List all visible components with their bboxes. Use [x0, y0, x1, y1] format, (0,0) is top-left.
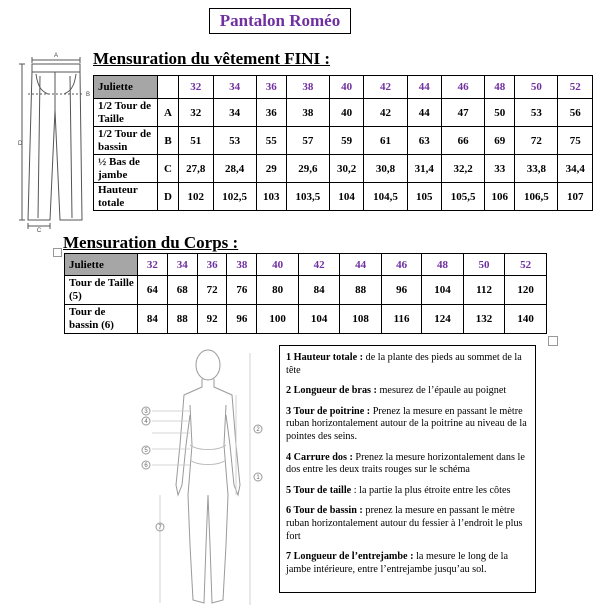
legend-item-text: Prenez la mesure horizontalement dans le dos entre les deux traits rouges sur le schéma: [286, 451, 525, 476]
marker-7: 7: [158, 525, 162, 531]
table-move-handle[interactable]: [53, 248, 62, 257]
marker-4: 4: [144, 419, 148, 425]
size-header: 50: [463, 254, 505, 276]
table-cell: 100: [257, 305, 299, 334]
size-header: 36: [197, 254, 227, 276]
table-cell: 105: [407, 183, 442, 211]
section-heading-fini: Mensuration du vêtement FINI :: [93, 49, 331, 68]
section-heading-corps: Mensuration du Corps :: [63, 233, 239, 252]
size-header: 32: [179, 76, 214, 99]
table-cell: 75: [558, 127, 593, 155]
table-cell: 72: [515, 127, 558, 155]
legend-item-title: 4 Carrure dos :: [286, 451, 353, 463]
legend-item: [286, 551, 529, 576]
table-cell: 104,5: [364, 183, 407, 211]
legend-item: [286, 352, 529, 377]
table-cell: 55: [256, 127, 286, 155]
body-size-table: [64, 253, 547, 334]
table-resize-handle[interactable]: [548, 336, 558, 346]
legend-item: [286, 452, 529, 477]
table-cell: 102,5: [213, 183, 256, 211]
page-title: Pantalon Roméo: [209, 8, 351, 34]
marker-1: 1: [256, 475, 260, 481]
size-header: 44: [340, 254, 382, 276]
row-label: Tour de Taille (5): [65, 276, 138, 305]
table-cell: 40: [329, 99, 364, 127]
legend-item-title: 6 Tour de bassin :: [286, 505, 363, 517]
table-header-row: [65, 254, 547, 276]
row-letter: D: [158, 183, 179, 211]
table-cell: 36: [256, 99, 286, 127]
size-header: 46: [381, 254, 421, 276]
table-cell: 124: [422, 305, 464, 334]
marker-3: 3: [144, 409, 148, 415]
table-cell: 104: [298, 305, 340, 334]
table-cell: 27,8: [179, 155, 214, 183]
table-cell: 42: [364, 99, 407, 127]
table-cell: 103,5: [286, 183, 329, 211]
table-row: [94, 99, 593, 127]
table-cell: 51: [179, 127, 214, 155]
table-cell: 68: [167, 276, 197, 305]
table-cell: 84: [298, 276, 340, 305]
table-cell: 53: [515, 99, 558, 127]
table-cell: 34,4: [558, 155, 593, 183]
table-cell: 50: [485, 99, 515, 127]
table-cell: 44: [407, 99, 442, 127]
marker-5: 5: [144, 448, 148, 454]
legend-item: [286, 485, 529, 498]
table-cell: 116: [381, 305, 421, 334]
table-cell: 140: [505, 305, 547, 334]
table-cell: 80: [257, 276, 299, 305]
table-cell: 33: [485, 155, 515, 183]
size-header: 32: [138, 254, 168, 276]
legend-item-title: 5 Tour de taille: [286, 484, 352, 496]
table-cell: 29: [256, 155, 286, 183]
table-cell: 33,8: [515, 155, 558, 183]
table-cell: 63: [407, 127, 442, 155]
row-label: 1/2 Tour de bassin: [94, 127, 158, 155]
table-cell: 57: [286, 127, 329, 155]
table-cell: 106,5: [515, 183, 558, 211]
size-header: 44: [407, 76, 442, 99]
size-header: 42: [298, 254, 340, 276]
table-cell: 69: [485, 127, 515, 155]
table-cell: 102: [179, 183, 214, 211]
size-header: 52: [558, 76, 593, 99]
table-cell: 28,4: [213, 155, 256, 183]
table-header-label: Juliette: [94, 76, 158, 99]
table-cell: 76: [227, 276, 257, 305]
legend-item-title: 3 Tour de poitrine :: [286, 405, 371, 417]
row-letter: B: [158, 127, 179, 155]
row-label: ½ Bas de jambe: [94, 155, 158, 183]
size-header: 52: [505, 254, 547, 276]
size-header: 36: [256, 76, 286, 99]
table-cell: 88: [167, 305, 197, 334]
table-row: [65, 276, 547, 305]
table-cell: 104: [422, 276, 464, 305]
table-cell: 106: [485, 183, 515, 211]
garment-letter-d: D: [18, 141, 23, 147]
table-cell: 32,2: [442, 155, 485, 183]
table-cell: 88: [340, 276, 382, 305]
table-cell: 32: [179, 99, 214, 127]
size-header: 40: [329, 76, 364, 99]
table-row: [65, 305, 547, 334]
row-label: Hauteur totale: [94, 183, 158, 211]
table-cell: 56: [558, 99, 593, 127]
table-cell: 30,2: [329, 155, 364, 183]
table-cell: 59: [329, 127, 364, 155]
table-row: [94, 155, 593, 183]
garment-size-table: [93, 75, 593, 211]
legend-item-title: 2 Longueur de bras :: [286, 385, 377, 397]
legend-item: [286, 505, 529, 543]
table-row: [94, 183, 593, 211]
table-cell: 108: [340, 305, 382, 334]
table-cell: 61: [364, 127, 407, 155]
table-cell: 132: [463, 305, 505, 334]
table-cell: 30,8: [364, 155, 407, 183]
legend-item-title: 1 Hauteur totale :: [286, 352, 364, 363]
size-header: 42: [364, 76, 407, 99]
table-cell: 31,4: [407, 155, 442, 183]
table-cell: 103: [256, 183, 286, 211]
table-cell: 96: [227, 305, 257, 334]
table-cell: 107: [558, 183, 593, 211]
table-cell: 64: [138, 276, 168, 305]
row-letter: A: [158, 99, 179, 127]
garment-letter-a: A: [53, 53, 59, 59]
body-measurement-figure: [138, 345, 278, 613]
table-cell: 38: [286, 99, 329, 127]
legend-item-text: de la plante des pieds au sommet de la tête: [286, 352, 522, 376]
table-cell: 66: [442, 127, 485, 155]
size-header: 34: [213, 76, 256, 99]
legend-item-title: 7 Longueur de l’entrejambe :: [286, 551, 414, 563]
size-header: 50: [515, 76, 558, 99]
legend-item-text: Prenez la mesure en passant le mètre ruban horizontalement autour de la poitrine au niveau de la pointes des seins.: [286, 405, 527, 442]
marker-6: 6: [144, 463, 148, 469]
row-label: Tour de bassin (6): [65, 305, 138, 334]
garment-letter-c: C: [36, 228, 42, 232]
legend-item-text: la mesure le long de la jambe intérieure, entre l’entrejambe jusqu’au sol.: [286, 551, 509, 575]
row-letter: C: [158, 155, 179, 183]
size-header: 40: [257, 254, 299, 276]
marker-2: 2: [256, 427, 260, 433]
table-row: [94, 127, 593, 155]
legend-item-text: mesurez de l’épaule au poignet: [376, 385, 507, 397]
table-cell: 112: [463, 276, 505, 305]
size-header: 34: [167, 254, 197, 276]
table-cell: 120: [505, 276, 547, 305]
trousers-diagram: [18, 50, 90, 232]
table-cell: 47: [442, 99, 485, 127]
table-cell: 53: [213, 127, 256, 155]
measurement-legend: [279, 345, 536, 593]
size-header: 46: [442, 76, 485, 99]
table-header-spacer: [158, 76, 179, 99]
legend-item-text: prenez la mesure en passant le mètre ruban horizontalement autour du fessier à l’endroit le plus fort: [286, 505, 523, 542]
legend-item: [286, 406, 529, 444]
row-label: 1/2 Tour de Taille: [94, 99, 158, 127]
legend-item: [286, 385, 529, 398]
table-cell: 72: [197, 276, 227, 305]
table-cell: 104: [329, 183, 364, 211]
size-header: 38: [227, 254, 257, 276]
table-cell: 92: [197, 305, 227, 334]
table-header-label: Juliette: [65, 254, 138, 276]
size-header: 48: [485, 76, 515, 99]
table-cell: 34: [213, 99, 256, 127]
garment-letter-b: B: [86, 92, 90, 98]
table-cell: 29,6: [286, 155, 329, 183]
size-header: 48: [422, 254, 464, 276]
legend-item-text: : la partie la plus étroite entre les côtes: [351, 484, 511, 496]
table-cell: 96: [381, 276, 421, 305]
table-cell: 105,5: [442, 183, 485, 211]
table-header-row: [94, 76, 593, 99]
size-header: 38: [286, 76, 329, 99]
table-cell: 84: [138, 305, 168, 334]
